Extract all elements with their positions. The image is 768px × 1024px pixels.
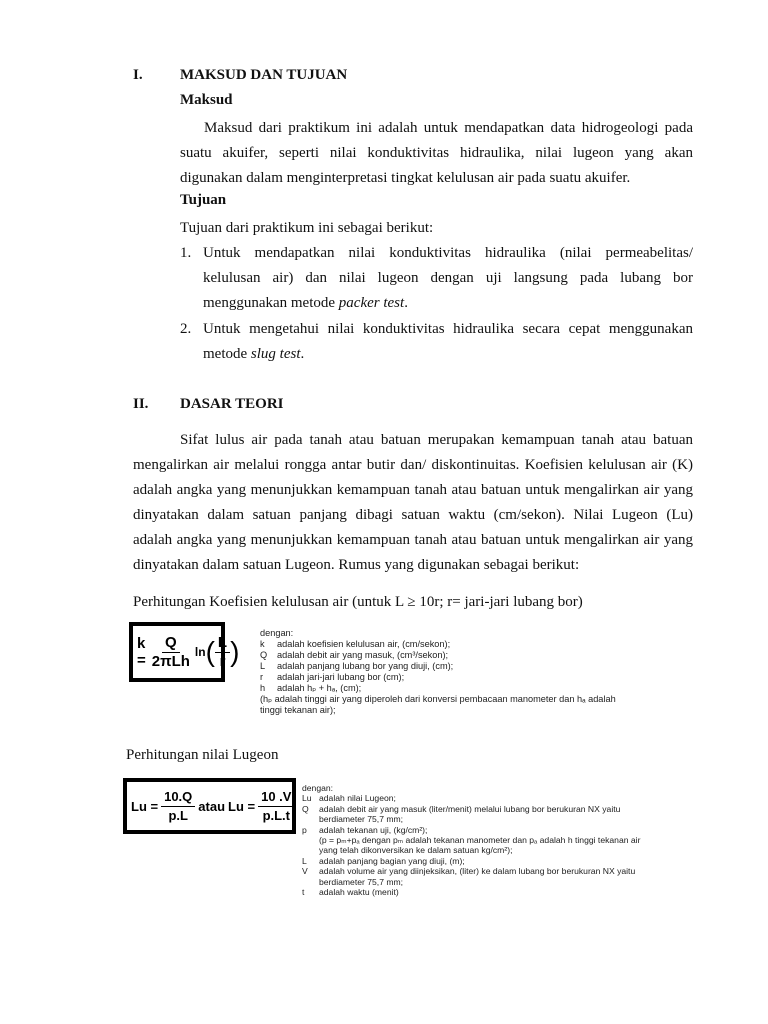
para-line-4: dinyatakan dalam satuan panjang dibagi satuan waktu (cm/sekon). Nilai Lugeon (Lu): [133, 507, 693, 523]
list-item-2-line-2: [203, 342, 693, 367]
dasar-teori-paragraph: [133, 428, 693, 578]
legend-lu-symbol: Lu: [302, 793, 312, 804]
legend-k-symbol: Q: [260, 650, 268, 660]
list-item-1-text: menggunakan metode: [203, 295, 339, 311]
legend-lu-symbol: [302, 835, 319, 845]
legend-k-row: [260, 672, 700, 683]
legend-k-symbol: r: [260, 672, 264, 682]
formula-lu-numerator-1: 10.Q: [161, 788, 195, 807]
legend-k-text: adalah koefisien kelulusan air, (cm/sekon);: [277, 639, 451, 649]
legend-lu-symbol: t: [302, 887, 305, 898]
legend-k-text: adalah debit air yang masuk, (cm³/sekon);: [277, 650, 449, 660]
legend-lu-row: [302, 877, 662, 887]
maksud-line-1: Maksud dari praktikum ini adalah untuk mendapatkan data hidrogeologi pada: [204, 120, 693, 136]
legend-lu-row: [302, 835, 662, 845]
legend-lu-text: adalah volume air yang diinjeksikan, (liter) ke dalam lubang bor berukuran NX yaitu: [319, 866, 636, 877]
legend-k-row: [260, 639, 700, 650]
formula-lu-atau: atau: [198, 798, 226, 814]
para-line-2: mengalirkan air melalui rongga antar butir dan/ diskontinuitas. Koefisien kelulusan air (K): [133, 457, 693, 473]
section-title-1: MAKSUD DAN TUJUAN: [180, 67, 348, 83]
legend-lu-symbol: V: [302, 866, 308, 877]
list-item-1-end: .: [404, 295, 408, 311]
legend-k-note-2: tinggi tekanan air);: [260, 705, 336, 715]
legend-lu-text: yang telah dikonversikan ke dalam satuan kg/cm²);: [319, 845, 513, 856]
formula-lu-lhs-2: Lu =: [228, 798, 256, 814]
legend-lu-symbol: L: [302, 855, 307, 866]
list-item-2-end: .: [300, 346, 305, 362]
legend-k-symbol: L: [260, 661, 266, 671]
formula-k-lhs: k =: [137, 635, 146, 669]
legend-k-text: adalah panjang lubang bor yang diuji, (cm);: [277, 661, 454, 671]
maksud-line-2: suatu akuifer, seperti nilai konduktivitas hidraulika, nilai lugeon yang akan: [180, 145, 693, 161]
para-line-5: adalah angka yang menunjukkan kemampuan tanah atau batuan untuk mengalirkan air yang: [133, 532, 693, 548]
section-title-2: DASAR TEORI: [180, 396, 284, 412]
para-line-1: Sifat lulus air pada tanah atau batuan merupakan kemampuan tanah atau batuan: [180, 432, 693, 448]
legend-k-symbol: h: [260, 683, 266, 693]
legend-k: [260, 628, 700, 716]
formula-k-inner-numerator: L: [215, 634, 230, 653]
legend-lu-row: [302, 825, 662, 835]
legend-lu-row: [302, 856, 662, 866]
slug-test-term: slug test: [250, 346, 301, 362]
legend-lu-symbol: [302, 877, 319, 887]
legend-k-note-1: (hₚ adalah tinggi air yang diperoleh dari konversi pembacaan manometer dan hₐ adalah: [260, 694, 616, 704]
list-item-2-number: 2.: [180, 321, 192, 337]
calc-k-label: Perhitungan Koefisien kelulusan air (untuk L ≥ 10r; r= jari-jari lubang bor): [133, 594, 583, 610]
list-item-1-line-2: kelulusan air) dan nilai lugeon dengan uji langsung pada lubang bor: [203, 270, 693, 286]
legend-k-row: [260, 661, 700, 672]
list-item-1-line-3: [203, 291, 693, 316]
legend-lu-row: [302, 814, 662, 824]
para-line-6: dinyatakan dalam satuan Lugeon. Rumus yang digunakan sebagai berikut:: [133, 557, 580, 573]
tujuan-intro: Tujuan dari praktikum ini sebagai berikut:: [180, 220, 434, 236]
formula-lu-fraction-1: [161, 788, 195, 825]
legend-lu-text: berdiameter 75,7 mm;: [319, 876, 404, 887]
legend-lu-row: [302, 845, 662, 855]
legend-lu-row: [302, 804, 662, 814]
legend-lu-text: adalah waktu (menit): [319, 887, 399, 898]
legend-lu-row: [302, 866, 662, 876]
legend-k-row: [260, 683, 700, 694]
formula-k-fraction: [149, 634, 193, 671]
maksud-heading: Maksud: [180, 92, 233, 108]
list-item-1: [203, 241, 693, 316]
calc-lu-label: Perhitungan nilai Lugeon: [126, 747, 279, 763]
legend-k-text: adalah jari-jari lubang bor (cm);: [277, 672, 405, 682]
section-number-1: I.: [133, 67, 143, 83]
legend-k-symbol: k: [260, 639, 265, 649]
formula-lu-lhs-1: Lu =: [131, 798, 159, 814]
list-item-1-number: 1.: [180, 245, 192, 261]
maksud-line-3: digunakan dalam menginterpretasi tingkat kelulusan air pada suatu akuifer.: [180, 170, 631, 186]
formula-k-inner-denominator: r: [219, 652, 226, 670]
legend-k-row: [260, 650, 700, 661]
formula-k-inner-fraction: [215, 634, 230, 671]
list-item-2: [203, 317, 693, 367]
formula-k-numerator: Q: [162, 634, 180, 653]
para-line-3: adalah angka yang menunjukkan kemampuan tanah atau batuan untuk mengalirkan air yang: [133, 482, 693, 498]
legend-lu-row: [302, 793, 662, 803]
legend-lu: [302, 783, 662, 897]
legend-k-intro: dengan:: [260, 628, 294, 638]
list-item-2-text: metode: [203, 346, 251, 362]
legend-lu-text: adalah nilai Lugeon;: [319, 793, 396, 804]
legend-lu-text: berdiameter 75,7 mm;: [319, 814, 404, 825]
formula-k-box: k = $\frac{Q}{\text{2πLh}}$ ln ( $\frac{L}{r}$ ): [129, 622, 225, 682]
legend-lu-text: adalah tekanan uji, (kg/cm²);: [319, 824, 428, 835]
list-item-1-line-1: Untuk mendapatkan nilai konduktivitas hidraulika (nilai permeabelitas/: [203, 245, 693, 261]
section-number-2: II.: [133, 396, 149, 412]
legend-lu-symbol: p: [302, 824, 307, 835]
formula-lu-denominator-1: p.L: [168, 807, 188, 823]
legend-lu-text: adalah panjang bagian yang diuji, (m);: [319, 855, 465, 866]
legend-lu-row: [302, 887, 662, 897]
legend-lu-symbol: Q: [302, 803, 309, 814]
legend-lu-symbol: [302, 845, 319, 855]
legend-k-text: adalah hₚ + hₐ, (cm);: [277, 683, 362, 693]
legend-lu-intro: dengan:: [302, 783, 334, 793]
maksud-paragraph: [180, 116, 693, 191]
list-item-2-line-1: Untuk mengetahui nilai konduktivitas hidraulika secara cepat menggunakan: [203, 321, 693, 337]
formula-lu-box: [123, 778, 296, 834]
packer-test-term: packer test: [338, 295, 405, 311]
formula-k-ln: ln: [194, 645, 206, 659]
formula-lu-numerator-2: 10 .V: [258, 788, 294, 807]
legend-lu-symbol: [302, 814, 319, 824]
legend-lu-text: adalah debit air yang masuk (liter/menit) melalui lubang bor berukuran NX yaitu: [319, 803, 621, 814]
formula-lu-denominator-2: p.L.t: [262, 807, 290, 823]
legend-lu-text: (p = pₘ+pₐ dengan pₘ adalah tekanan manometer dan pₐ adalah h tinggi tekanan air: [319, 835, 641, 846]
formula-lu-fraction-2: [258, 788, 294, 825]
formula-k-denominator: 2πLh: [151, 652, 190, 670]
tujuan-heading: Tujuan: [180, 192, 227, 208]
